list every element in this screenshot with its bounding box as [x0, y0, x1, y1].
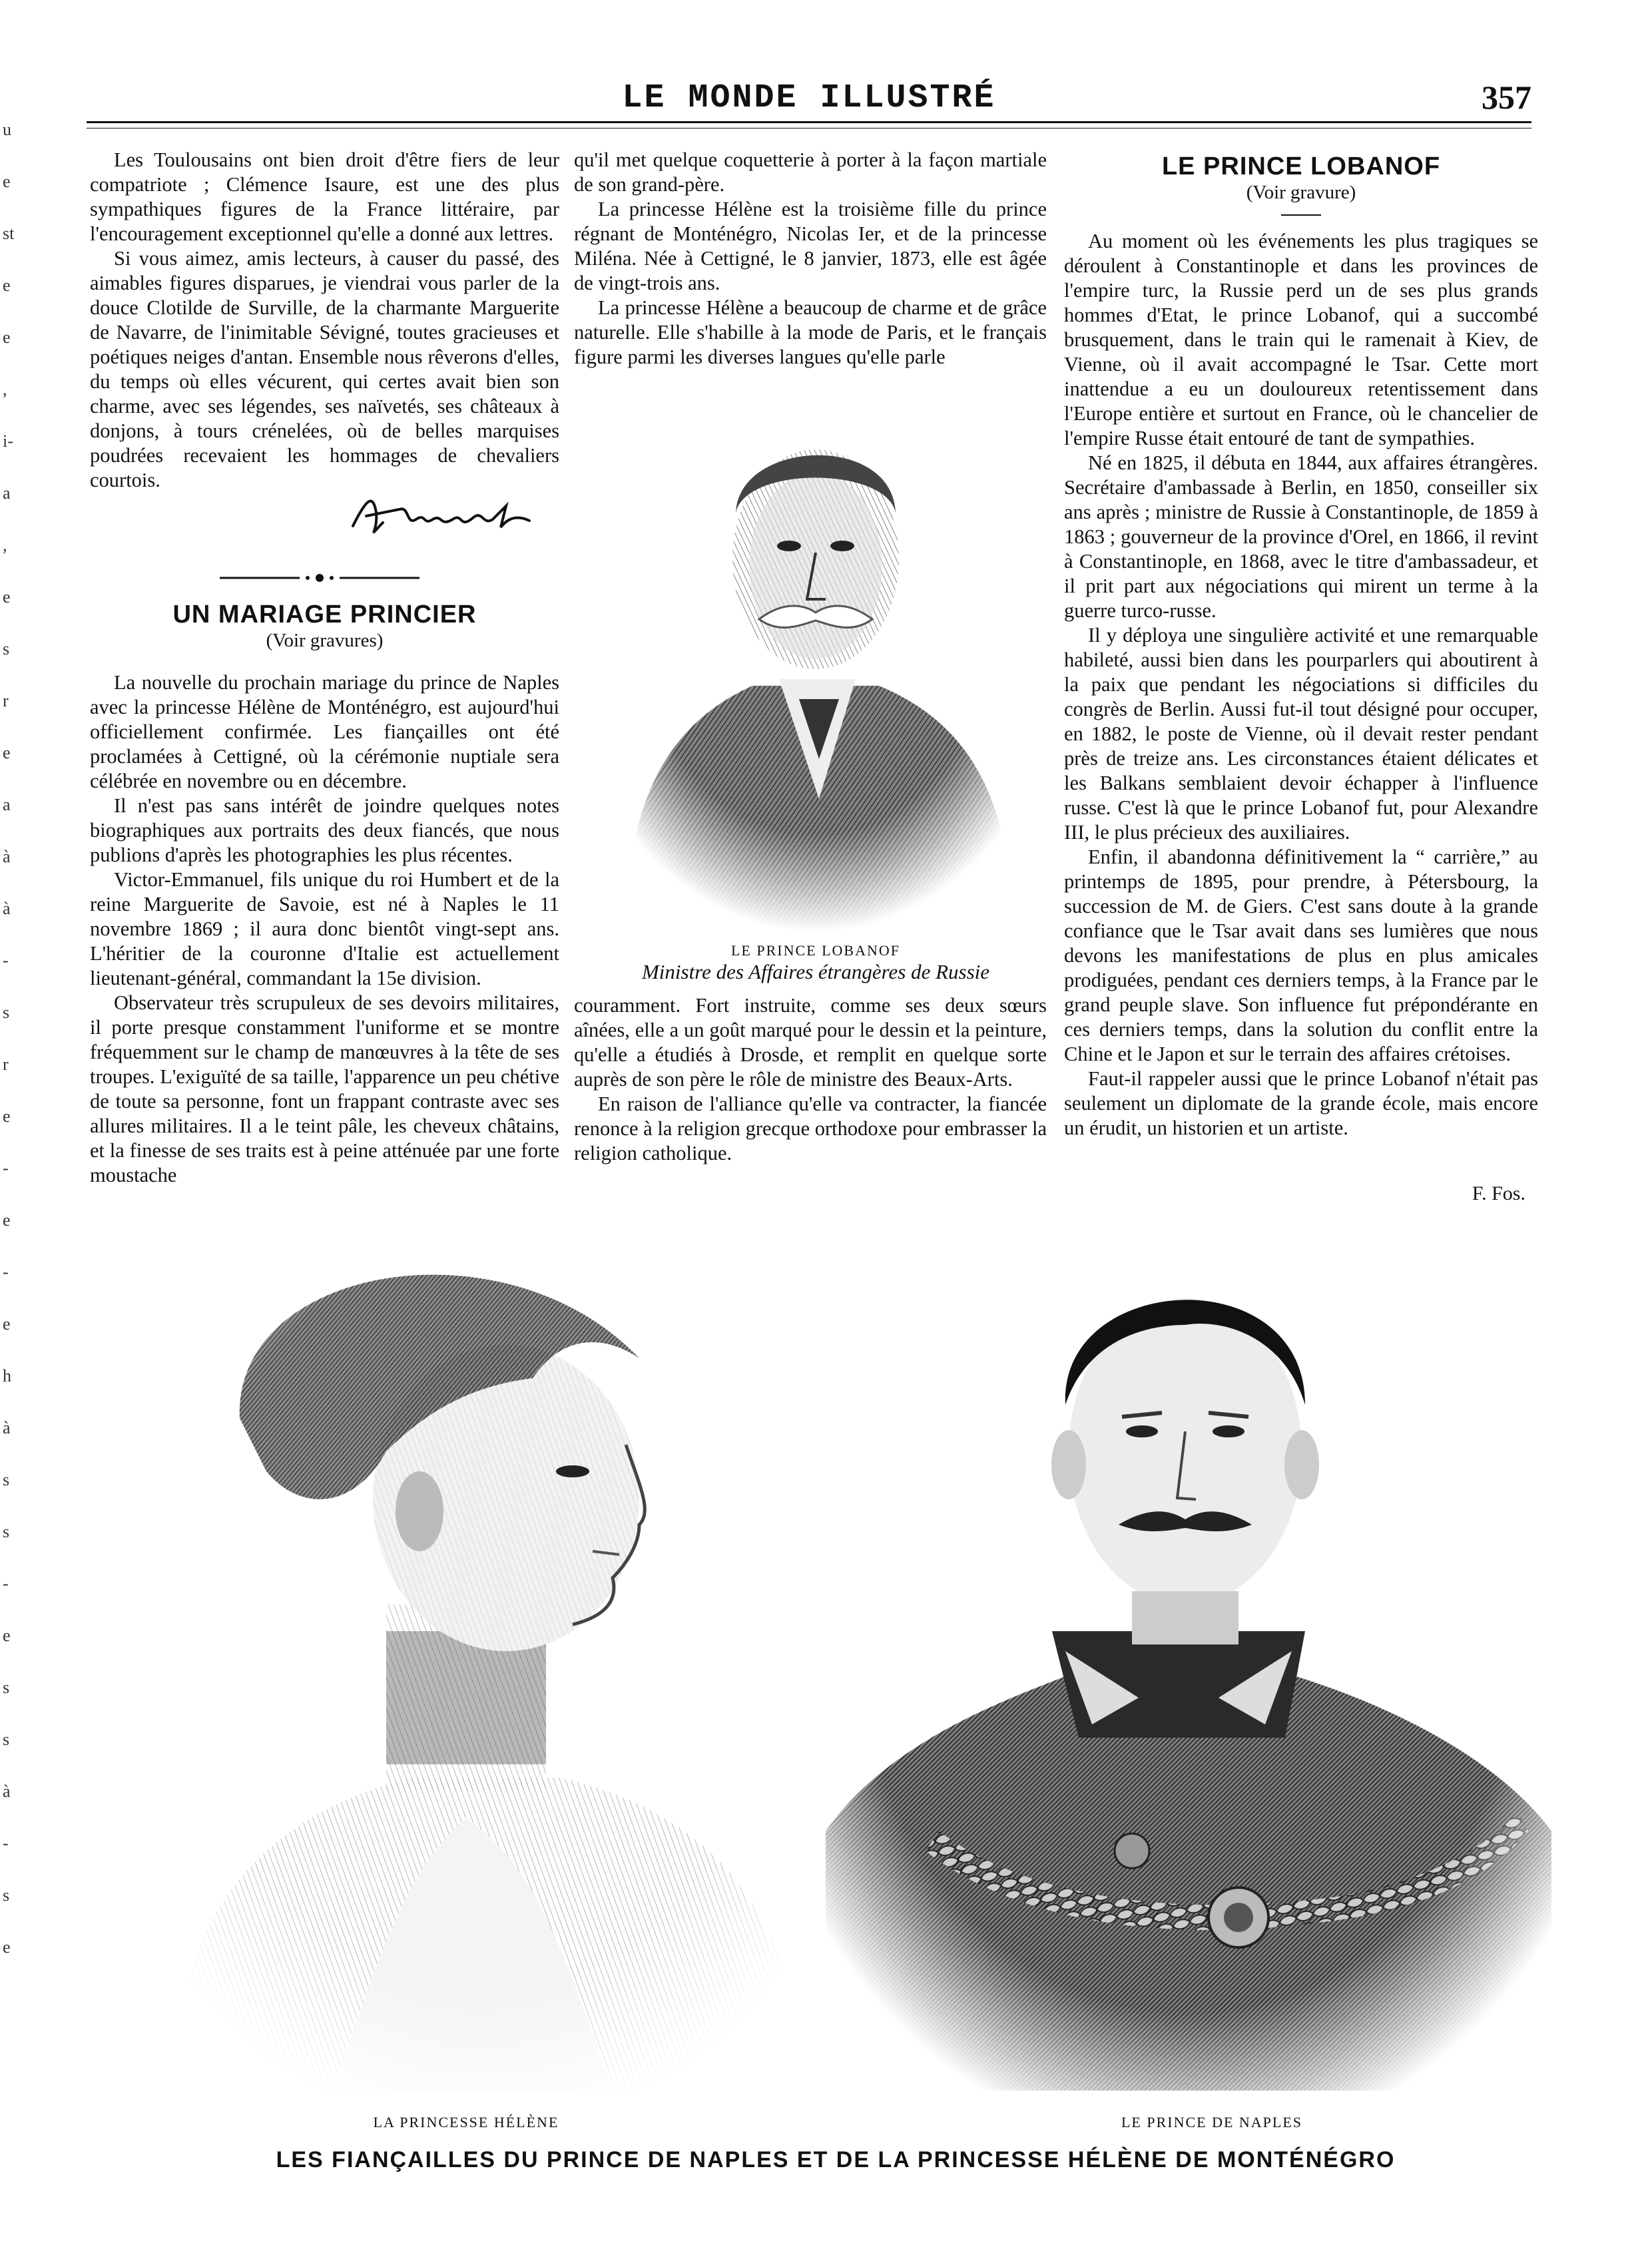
caption-lobanof: LE PRINCE LOBANOF [730, 942, 900, 959]
margin-fragment: s [3, 1522, 10, 1541]
margin-fragment: - [3, 1574, 9, 1593]
masthead-title: LE MONDE ILLUSTRÉ [622, 79, 996, 117]
paragraph: Il y déploya une singulière activité et une remarquable habileté, aussi bien dans les pourparlers qui aboutirent à la paix que pendant les négociations si difficiles du congrès de Berlin. Aussi fut-il tout désigné pour occuper, en 1882, le poste de Vienne, où il devait rester pendant près de treize ans. Les circonstances étaient délicates et les Balkans semblaient devoir échapper à l'influence russe. C'est là que le prince Lobanof fut, pour Alexandre III, le plus précieux des auxiliaires. [1064, 624, 1538, 844]
column-2-top [574, 148, 1047, 370]
caption-prince-de-naples: LE PRINCE DE NAPLES [1121, 2114, 1303, 2131]
author-signature [346, 486, 546, 546]
margin-fragment: s [3, 1885, 10, 1905]
article-subtitle: (Voir gravure) [1246, 182, 1356, 203]
margin-fragment: e [3, 1937, 11, 1957]
paragraph: En raison de l'alliance qu'elle va contracter, la fiancée renonce à la religion grecque orthodoxe pour embrasser la religion catholique. [574, 1093, 1047, 1164]
caption-lobanof-subtitle: Ministre des Affaires étrangères de Russie [641, 960, 990, 983]
title-rule [1281, 214, 1321, 216]
margin-fragment: e [3, 1314, 11, 1334]
column-2-bottom [574, 993, 1047, 1166]
facing-page-edge [0, 120, 27, 2117]
margin-fragment: r [3, 1055, 9, 1074]
page-header [87, 70, 1531, 123]
article-mariage-princier [90, 603, 559, 1188]
paragraph-continued: couramment. Fort instruite, comme ses deux sœurs aînées, elle a un goût marqué pour le dessin et la peinture, qu'elle a étudiés à Drosde, et remplit en quelque sorte auprès de son père le rôle de ministre des Beaux-Arts. [574, 994, 1047, 1091]
margin-fragment: s [3, 639, 10, 658]
article-prince-lobanof [1064, 154, 1538, 1140]
article-subtitle: (Voir gravures) [266, 630, 384, 651]
section-ornament [220, 571, 419, 585]
margin-fragment: e [3, 743, 11, 762]
margin-fragment: a [3, 795, 11, 814]
paragraph: Né en 1825, il débuta en 1844, aux affaires étrangères. Secrétaire d'ambassade à Berlin, en 1850, conseiller six ans après ; ministre de Russie à Constantinople, de 1859 à 1863 ; gouverneur de la province d'Orel, en 1866, il revint à Constantinople, en 1868, avec le titre d'ambassadeur, et il prit part aux négociations qui mirent un terme à la guerre turco-russe. [1064, 451, 1538, 622]
paragraph: La princesse Hélène a beaucoup de charme et de grâce naturelle. Elle s'habille à la mode de Paris, et le français figure parmi les diverses langues qu'elle parle [574, 296, 1047, 368]
margin-fragment: - [3, 1834, 9, 1853]
paragraph: Il n'est pas sans intérêt de joindre quelques notes biographiques aux portraits des deux fiancés, que nous publions d'après les photographies les plus récentes. [90, 794, 559, 866]
margin-fragment: - [3, 1158, 9, 1178]
margin-fragment: u [3, 120, 11, 139]
margin-fragment: e [3, 328, 11, 347]
margin-fragment: r [3, 691, 9, 710]
margin-fragment: e [3, 1626, 11, 1645]
margin-fragment: , [3, 535, 7, 555]
paragraph: La princesse Hélène est la troisième fille du prince régnant de Monténégro, Nicolas Ier, et de la princesse Miléna. Née à Cettigné, le 8 janvier, 1873, elle est âgée de vingt-trois ans. [574, 198, 1047, 294]
margin-fragment: st [3, 224, 15, 243]
margin-fragment: - [3, 1262, 9, 1282]
margin-fragment: à [3, 847, 11, 866]
paragraph: La nouvelle du prochain mariage du prince de Naples avec la princesse Hélène de Monténégro, est aujourd'hui officiellement confirmée. Les fiançailles ont été proclamées à Cettigné, où la cérémonie nuptiale sera célébrée en novembre ou en décembre. [90, 671, 559, 792]
page-number: 357 [1482, 79, 1531, 116]
article-title: LE PRINCE LOBANOF [1161, 152, 1441, 180]
portrait-prince-lobanof [599, 386, 1032, 932]
margin-fragment: - [3, 951, 9, 970]
portrait-prince-de-naples [826, 1232, 1551, 2091]
paragraph: Observateur très scrupuleux de ses devoirs militaires, il porte presque constamment l'uniforme et se montre fréquemment sur le champ de manœuvres à la tête de ses troupes. L'exiguïté de sa taille, l'apparence un peu chétive de toute sa personne, font un frappant contraste avec ses allures militaires. Il a le teint pâle, les cheveux châtains, et la finesse de ses traits est à peine atténuée par une forte moustache [90, 991, 559, 1186]
margin-fragment: à [3, 1418, 11, 1437]
margin-fragment: s [3, 1678, 10, 1697]
paragraph: Les Toulousains ont bien droit d'être fiers de leur compatriote ; Clémence Isaure, est une des plus sympathiques figures de la France littéraire, par l'encouragement exceptionnel qu'elle a donné aux lettres. [90, 148, 559, 245]
margin-fragment: e [3, 1107, 11, 1126]
margin-fragment: à [3, 1782, 11, 1801]
header-rule [87, 121, 1531, 123]
paragraph-continued: qu'il met quelque coquetterie à porter à la façon martiale de son grand-père. [574, 148, 1047, 196]
paragraph: Enfin, il abandonna définitivement la “ carrière,” au printemps de 1895, pour prendre, à Pétersbourg, la succession de M. de Giers. C'est sans doute à la grande confiance que le Tsar avait dans ses lumières que nous devons les manifestations de plus en plus amicales prodiguées, pendant ces derniers temps, à la France par le grand peuple slave. Son influence fut prépondérante en ces derniers temps, dans la solution du conflit entre la Chine et le Japon et sur le terrain des affaires crétoises. [1064, 846, 1538, 1065]
paragraph: Si vous aimez, amis lecteurs, à causer du passé, des aimables figures disparues, je viendrai vous parler de la douce Clotilde de Surville, de la charmante Marguerite de Navarre, de l'inimitable Sévigné, toutes gracieuses et poétiques neiges d'antan. Ensemble nous rêverons d'elles, du temps où elles vécurent, qui certes avait bien son charme, avec ses légendes, ses naïvetés, ses châteaux à donjons, à tours crénelées, où de belles marquises poudrées recevaient les hommages de chevaliers courtois. [90, 247, 559, 491]
margin-fragment: s [3, 1470, 10, 1489]
paragraph: Victor-Emmanuel, fils unique du roi Humbert et de la reine Marguerite de Savoie, est né à Naples le 11 novembre 1869 ; il aura donc bientôt vingt-sept ans. L'héritier de la couronne d'Italie est actuellement lieutenant-général, commandant la 15e division. [90, 868, 559, 989]
column-1-top [90, 148, 559, 493]
margin-fragment: e [3, 1210, 11, 1230]
paragraph: Faut-il rappeler aussi que le prince Lobanof n'était pas seulement un diplomate de la grande école, mais encore un érudit, un historien et un artiste. [1064, 1067, 1538, 1139]
margin-fragment: à [3, 899, 11, 918]
margin-fragment: e [3, 172, 11, 191]
margin-fragment: s [3, 1003, 10, 1022]
paragraph: Au moment où les événements les plus tragiques se déroulent à Constantinople et dans les provinces de l'empire turc, la Russie perd un de ses plus grands hommes d'Etat, le prince Lobanof, qui a succombé brusquement, dans le train qui le ramenait à Kiev, de Vienne, où il avait accompagné le Tsar. Cette mort inattendue a eu un douloureux retentissement dans l'Europe entière et surtout en France, où le chancelier de l'empire Russe était entouré de tant de sympathies. [1064, 230, 1538, 449]
portrait-princesse-helene [133, 1232, 832, 2091]
engravings-banner: LES FIANÇAILLES DU PRINCE DE NAPLES ET DE LA PRINCESSE HÉLÈNE DE MONTÉNÉGRO [276, 2147, 1396, 2172]
margin-fragment: e [3, 587, 11, 607]
margin-fragment: i- [3, 431, 13, 451]
caption-princesse-helene: LA PRINCESSE HÉLÈNE [373, 2114, 559, 2131]
margin-fragment: , [3, 379, 7, 399]
article-title: UN MARIAGE PRINCIER [172, 601, 477, 628]
margin-fragment: s [3, 1730, 10, 1749]
margin-fragment: h [3, 1366, 11, 1385]
author-signoff: F. Fos. [1472, 1182, 1525, 1204]
margin-fragment: a [3, 483, 11, 503]
margin-fragment: e [3, 276, 11, 295]
